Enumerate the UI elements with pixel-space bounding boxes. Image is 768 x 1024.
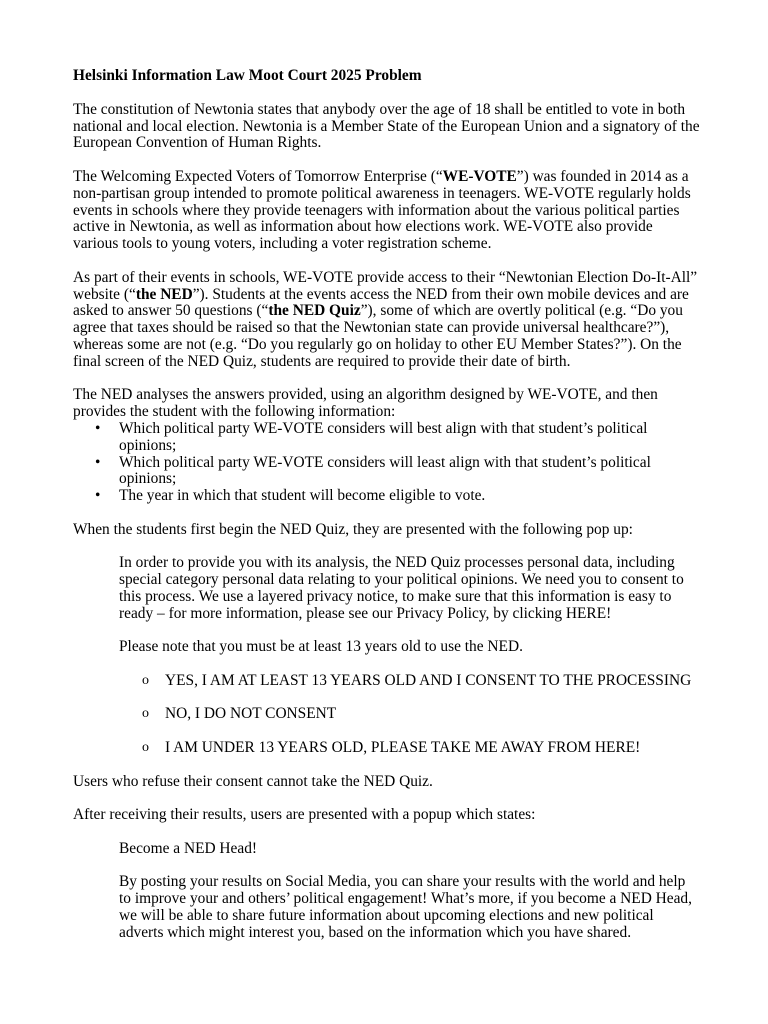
popup-ned-head-text: By posting your results on Social Media, you can share your results with the world and help to improve your and others’ political engagement! What’s more, if you become a NED Head, we will be able to share future information about upcoming elections and new political adverts which might interest you, based on the information which you have shared.: [119, 873, 692, 941]
text-segment: As part of their events in schools, WE-VOTE provide access to their “Newtonian Election Do-It-All” website (“: [73, 268, 698, 303]
popup-age-note: Please note that you must be at least 13 years old to use the NED.: [119, 638, 523, 656]
paragraph-ned-website: [73, 270, 701, 371]
text-segment: ”), some of which are overtly political (e.g. “Do you agree that taxes should be raised so that the Newtonian state can provide universal healthcare?”), whereas some are not (e.g. “Do you regularly go on holiday to other EU Member States?”). On the final screen of the NED Quiz, students are required to provide their date of birth.: [73, 302, 683, 370]
list-item: [73, 488, 701, 505]
bullet-marker: •: [95, 453, 101, 471]
text-segment: ”) was founded in 2014 as a non-partisan group intended to promote political awareness in teenagers. WE-VOTE regularly holds events in schools where they provide teenagers with information about the various political parties active in Newtonia, as well as information about how elections work. WE-VOTE also provide various tools to young voters, including a voter registration scheme.: [73, 167, 691, 253]
list-item-text: The year in which that student will become eligible to vote.: [119, 487, 486, 505]
bullet-marker: •: [95, 487, 101, 505]
list-item-text: Which political party WE-VOTE considers will least align with that student’s political opinions;: [119, 453, 651, 488]
list-item: [73, 421, 701, 455]
paragraph-results-popup: After receiving their results, users are presented with a popup which states:: [73, 806, 536, 824]
option-text: I AM UNDER 13 YEARS OLD, PLEASE TAKE ME AWAY FROM HERE!: [165, 739, 641, 757]
paragraph-popup-intro: When the students first begin the NED Quiz, they are presented with the following pop up:: [73, 520, 633, 538]
list-item-text: Which political party WE-VOTE considers will best align with that student’s political opinions;: [119, 419, 648, 454]
defined-term-we-vote: WE-VOTE: [442, 167, 517, 185]
text-segment: ”). Students at the events access the NED from their own mobile devices and are asked to answer 50 questions (“: [73, 285, 689, 320]
option-text: NO, I DO NOT CONSENT: [165, 705, 337, 723]
circle-bullet-icon: o: [142, 706, 149, 722]
option-text: YES, I AM AT LEAST 13 YEARS OLD AND I CONSENT TO THE PROCESSING: [165, 671, 692, 689]
popup-ned-head-heading: Become a NED Head!: [119, 839, 258, 857]
bullet-marker: •: [95, 419, 101, 437]
document-page: [73, 68, 701, 958]
text-segment: The Welcoming Expected Voters of Tomorrow Enterprise (“: [73, 167, 443, 185]
consent-option-yes: [73, 673, 701, 690]
popup-consent-text: In order to provide you with its analysis, the NED Quiz processes personal data, including special category personal data relating to your political opinions. We need you to consent to this process. We use a layered privacy notice, to make sure that this information is easy to ready – for more information, please see our Privacy Policy, by clicking HERE!: [119, 554, 684, 622]
consent-option-under-13: [73, 740, 701, 757]
paragraph-constitution: The constitution of Newtonia states that anybody over the age of 18 shall be entitled to vote in both national and local election. Newtonia is a Member State of the European Union and a signatory of the European Convention of Human Rights.: [73, 100, 700, 152]
defined-term-ned: the NED: [135, 285, 193, 303]
circle-bullet-icon: o: [142, 672, 149, 688]
consent-option-no: [73, 706, 701, 723]
list-item: [73, 455, 701, 489]
bullet-list: [73, 421, 701, 505]
defined-term-ned-quiz: the NED Quiz: [268, 302, 361, 320]
consent-options-list: [73, 673, 701, 757]
paragraph-ned-analysis: The NED analyses the answers provided, using an algorithm designed by WE-VOTE, and then provides the student with the following information:: [73, 386, 658, 421]
paragraph-we-vote: [73, 169, 701, 253]
circle-bullet-icon: o: [142, 740, 149, 756]
document-title: Helsinki Information Law Moot Court 2025 Problem: [73, 67, 422, 84]
paragraph-refuse-consent: Users who refuse their consent cannot take the NED Quiz.: [73, 772, 433, 790]
